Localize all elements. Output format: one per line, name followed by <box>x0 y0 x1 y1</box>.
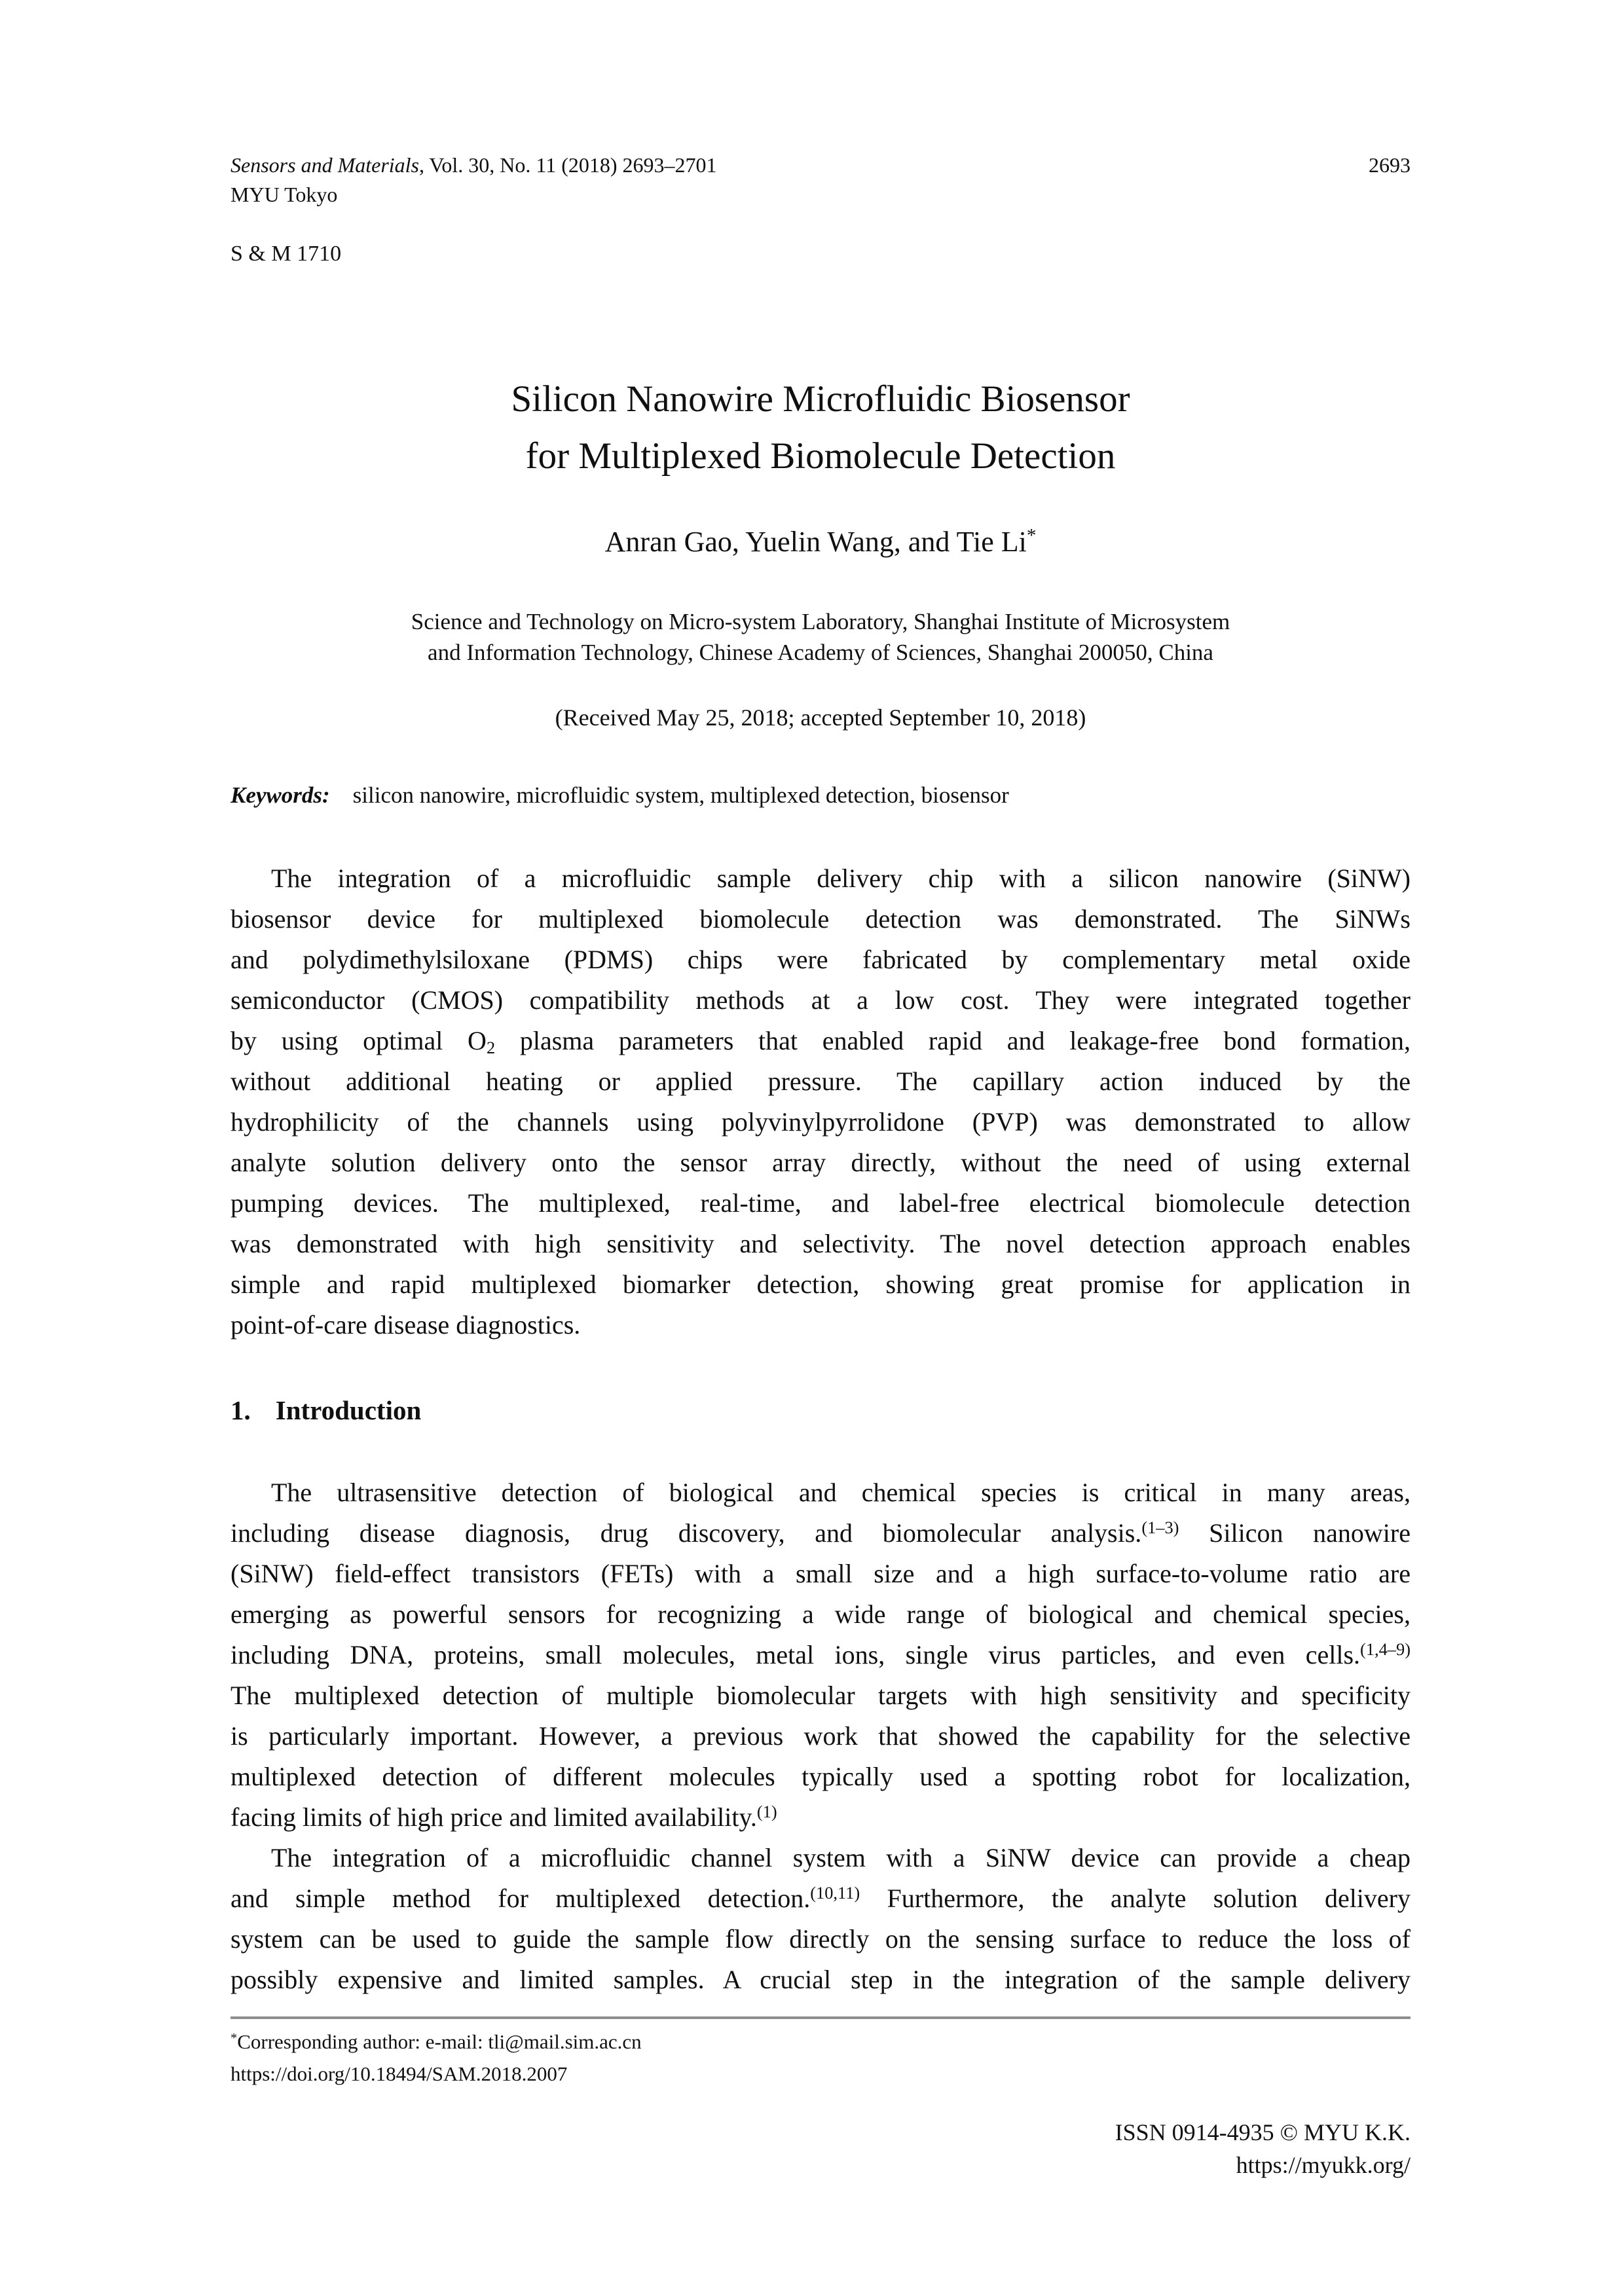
text-line: including disease diagnosis, drug discovery, and biomolecular analysis.$^{(1-3)}$ Silicon nanowire <box>231 1517 1411 1548</box>
section-heading-introduction <box>231 1393 1411 1427</box>
article-title-line1: Silicon Nanowire Microfluidic Biosensor <box>511 378 1130 420</box>
introduction-body <box>231 1472 1411 2000</box>
author-list: Anran Gao, Yuelin Wang, and Tie Li* <box>604 525 1037 558</box>
text-line: multiplexed detection of different molecules typically used a spotting robot for localization, <box>231 1762 1411 1791</box>
footnote <box>231 2026 1411 2090</box>
page-number: 2693 <box>1369 153 1411 177</box>
issn-footer <box>231 2116 1411 2181</box>
journal-line: Sensors and Materials, Vol. 30, No. 11 (2018) 2693–2701 <box>231 153 717 177</box>
text-line: system can be used to guide the sample flow directly on the sensing surface to reduce the loss of <box>231 1924 1411 1954</box>
affiliation-line2: and Information Technology, Chinese Academy of Sciences, Shanghai 200050, China <box>428 640 1213 665</box>
section-number: 1. <box>231 1395 251 1425</box>
text-line: and polydimethylsiloxane (PDMS) chips were fabricated by complementary metal oxide <box>231 945 1411 974</box>
text-line: The integration of a microfluidic channel system with a SiNW device can provide a cheap <box>271 1843 1411 1872</box>
corresponding-author-line: *Corresponding author: e-mail: tli@mail.sim.ac.cn <box>231 2030 642 2053</box>
text-line: semiconductor (CMOS) compatibility methods at a low cost. They were integrated together <box>231 985 1411 1015</box>
text-line: without additional heating or applied pressure. The capillary action induced by the <box>231 1066 1411 1096</box>
text-line: is particularly important. However, a previous work that showed the capability for the selective <box>231 1721 1411 1751</box>
keywords-line: Keywords: silicon nanowire, microfluidic system, multiplexed detection, biosensor <box>231 782 1009 808</box>
text-line: hydrophilicity of the channels using polyvinylpyrrolidone (PVP) was demonstrated to allow <box>231 1107 1411 1137</box>
text-line: by using optimal $O_2$ plasma parameters that enabled rapid and leakage-free bond formation, <box>231 1026 1411 1057</box>
text-line: The ultrasensitive detection of biological and chemical species is critical in many areas, <box>271 1478 1411 1507</box>
publisher-name: MYU Tokyo <box>231 183 338 206</box>
article-title-line2: for Multiplexed Biomolecule Detection <box>525 435 1116 477</box>
received-dates: (Received May 25, 2018; accepted September 10, 2018) <box>555 704 1086 731</box>
text-line: The multiplexed detection of multiple biomolecular targets with high sensitivity and specificity <box>231 1681 1411 1710</box>
footnote-rule <box>231 2016 1411 2019</box>
issn-line: ISSN 0914-4935 © MYU K.K. <box>1115 2119 1411 2145</box>
text-line: analyte solution delivery onto the sensor array directly, without the need of using external <box>231 1148 1411 1177</box>
text-line: facing limits of high price and limited availability.$^{(1)}$ <box>231 1801 777 1832</box>
abstract <box>231 858 1411 1345</box>
section-title: Introduction <box>275 1395 422 1425</box>
publisher-url-link[interactable]: https://myukk.org/ <box>1236 2152 1411 2178</box>
text-line: point-of-care disease diagnostics. <box>231 1310 581 1339</box>
text-line: pumping devices. The multiplexed, real-time, and label-free electrical biomolecule detection <box>231 1188 1411 1218</box>
text-line: emerging as powerful sensors for recognizing a wide range of biological and chemical species, <box>231 1599 1411 1629</box>
affiliation-line1: Science and Technology on Micro-system Laboratory, Shanghai Institute of Microsystem <box>411 609 1230 634</box>
text-line: simple and rapid multiplexed biomarker detection, showing great promise for application in <box>231 1269 1411 1299</box>
text-line: (SiNW) field-effect transistors (FETs) with a small size and a high surface-to-volume ratio are <box>231 1559 1411 1588</box>
text-line: was demonstrated with high sensitivity and selectivity. The novel detection approach enables <box>231 1229 1411 1258</box>
text-line: possibly expensive and limited samples. A crucial step in the integration of the sample delivery <box>231 1965 1411 1994</box>
affiliation <box>231 606 1411 668</box>
text-line: including DNA, proteins, small molecules, metal ions, single virus particles, and even cells.$^{(1,4-9)}$ <box>231 1639 1411 1669</box>
text-line: and simple method for multiplexed detection.$^{(10,11)}$ Furthermore, the analyte solution delivery <box>231 1882 1411 1913</box>
text-line: The integration of a microfluidic sample delivery chip with a silicon nanowire (SiNW) <box>271 864 1411 893</box>
article-title <box>231 371 1411 484</box>
article-code: S & M 1710 <box>231 242 342 266</box>
text-line: biosensor device for multiplexed biomolecule detection was demonstrated. The SiNWs <box>231 904 1411 934</box>
doi-link[interactable]: https://doi.org/10.18494/SAM.2018.2007 <box>231 2062 568 2085</box>
